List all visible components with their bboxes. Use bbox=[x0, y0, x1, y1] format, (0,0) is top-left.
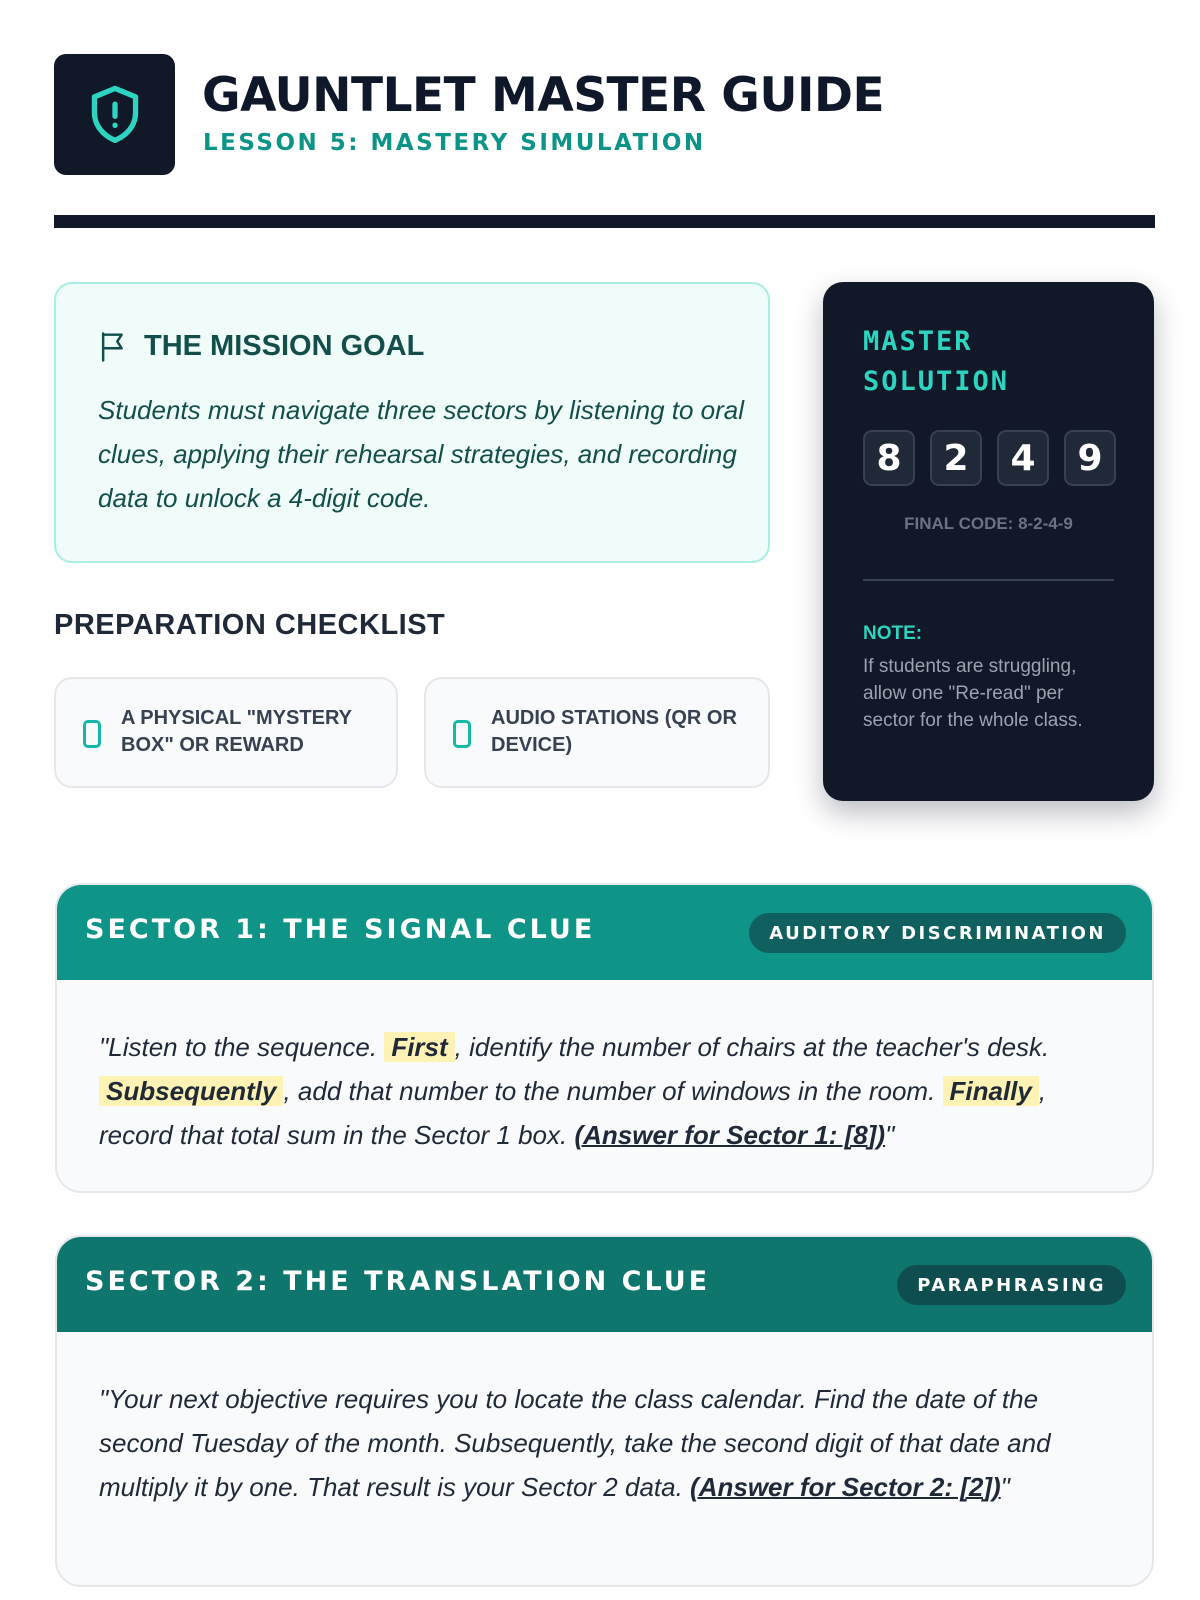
skill-badge: PARAPHRASING bbox=[897, 1265, 1126, 1305]
code-digit: 8 bbox=[863, 430, 915, 486]
final-code: FINAL CODE: 8-2-4-9 bbox=[904, 514, 1073, 533]
note-label: NOTE: bbox=[863, 623, 923, 644]
checklist-title: PREPARATION CHECKLIST bbox=[54, 609, 446, 641]
transition-word-highlight: Subsequently bbox=[99, 1076, 283, 1106]
note-text: If students are struggling, allow one "Re-read" per sector for the whole class. bbox=[863, 656, 1083, 731]
transition-word-highlight: First bbox=[384, 1032, 454, 1062]
sector-title: SECTOR 1: THE SIGNAL CLUE bbox=[85, 914, 596, 945]
checkbox-icon[interactable] bbox=[83, 720, 101, 748]
transition-word-highlight: Finally bbox=[943, 1076, 1039, 1106]
code-digit: 2 bbox=[930, 430, 982, 486]
header-divider bbox=[54, 215, 1155, 228]
page-subtitle: LESSON 5: MASTERY SIMULATION bbox=[203, 130, 706, 156]
sector-answer: (Answer for Sector 2: [2]) bbox=[690, 1472, 1001, 1502]
mission-goal-card bbox=[54, 282, 770, 563]
flag-icon bbox=[98, 331, 128, 363]
sector-clue-text: "Your next objective requires you to locate the class calendar. Find the date of the second Tuesday of the month. Subsequently, take the second digit of that date and multiply it by one. That result is your Sector 2 data. (Answer for Sector 2: [2])" bbox=[99, 1384, 1051, 1502]
sector-answer: (Answer for Sector 1: [8]) bbox=[574, 1120, 886, 1150]
checklist-item[interactable] bbox=[424, 677, 770, 788]
code-digit: 9 bbox=[1064, 430, 1116, 486]
code-digits bbox=[863, 430, 1116, 486]
shield-alert-icon bbox=[86, 83, 144, 147]
skill-badge: AUDITORY DISCRIMINATION bbox=[749, 913, 1126, 953]
checklist-item-label: AUDIO STATIONS (QR OR DEVICE) bbox=[491, 707, 737, 756]
sector-card bbox=[55, 883, 1154, 1193]
sector-clue-text: "Listen to the sequence. First , identify the number of chairs at the teacher's desk. Subsequently , add that number to the number of windows in the room. Finally , record that total sum in the Sector 1 box. (Answer for Sector 1: [8])" bbox=[99, 1032, 1050, 1150]
sector-card bbox=[55, 1235, 1154, 1587]
mission-goal-text: Students must navigate three sectors by listening to oral clues, applying their rehearsal strategies, and recording data to unlock a 4-digit code. bbox=[98, 395, 745, 513]
checklist-item[interactable] bbox=[54, 677, 398, 788]
page-header bbox=[54, 54, 1154, 175]
mission-goal-heading bbox=[98, 330, 424, 363]
master-solution-title: MASTER SOLUTION bbox=[863, 326, 1010, 397]
checkbox-icon[interactable] bbox=[453, 720, 471, 748]
code-digit: 4 bbox=[997, 430, 1049, 486]
checklist-item-label: A PHYSICAL "MYSTERY BOX" OR REWARD bbox=[121, 707, 352, 756]
master-divider bbox=[863, 579, 1114, 581]
mission-goal-title: THE MISSION GOAL bbox=[144, 330, 425, 362]
master-solution-card bbox=[823, 282, 1154, 801]
sector-header bbox=[57, 885, 1152, 980]
sector-title: SECTOR 2: THE TRANSLATION CLUE bbox=[85, 1266, 711, 1297]
logo bbox=[54, 54, 175, 175]
page-title: GAUNTLET MASTER GUIDE bbox=[202, 68, 885, 123]
sector-header bbox=[57, 1237, 1152, 1332]
